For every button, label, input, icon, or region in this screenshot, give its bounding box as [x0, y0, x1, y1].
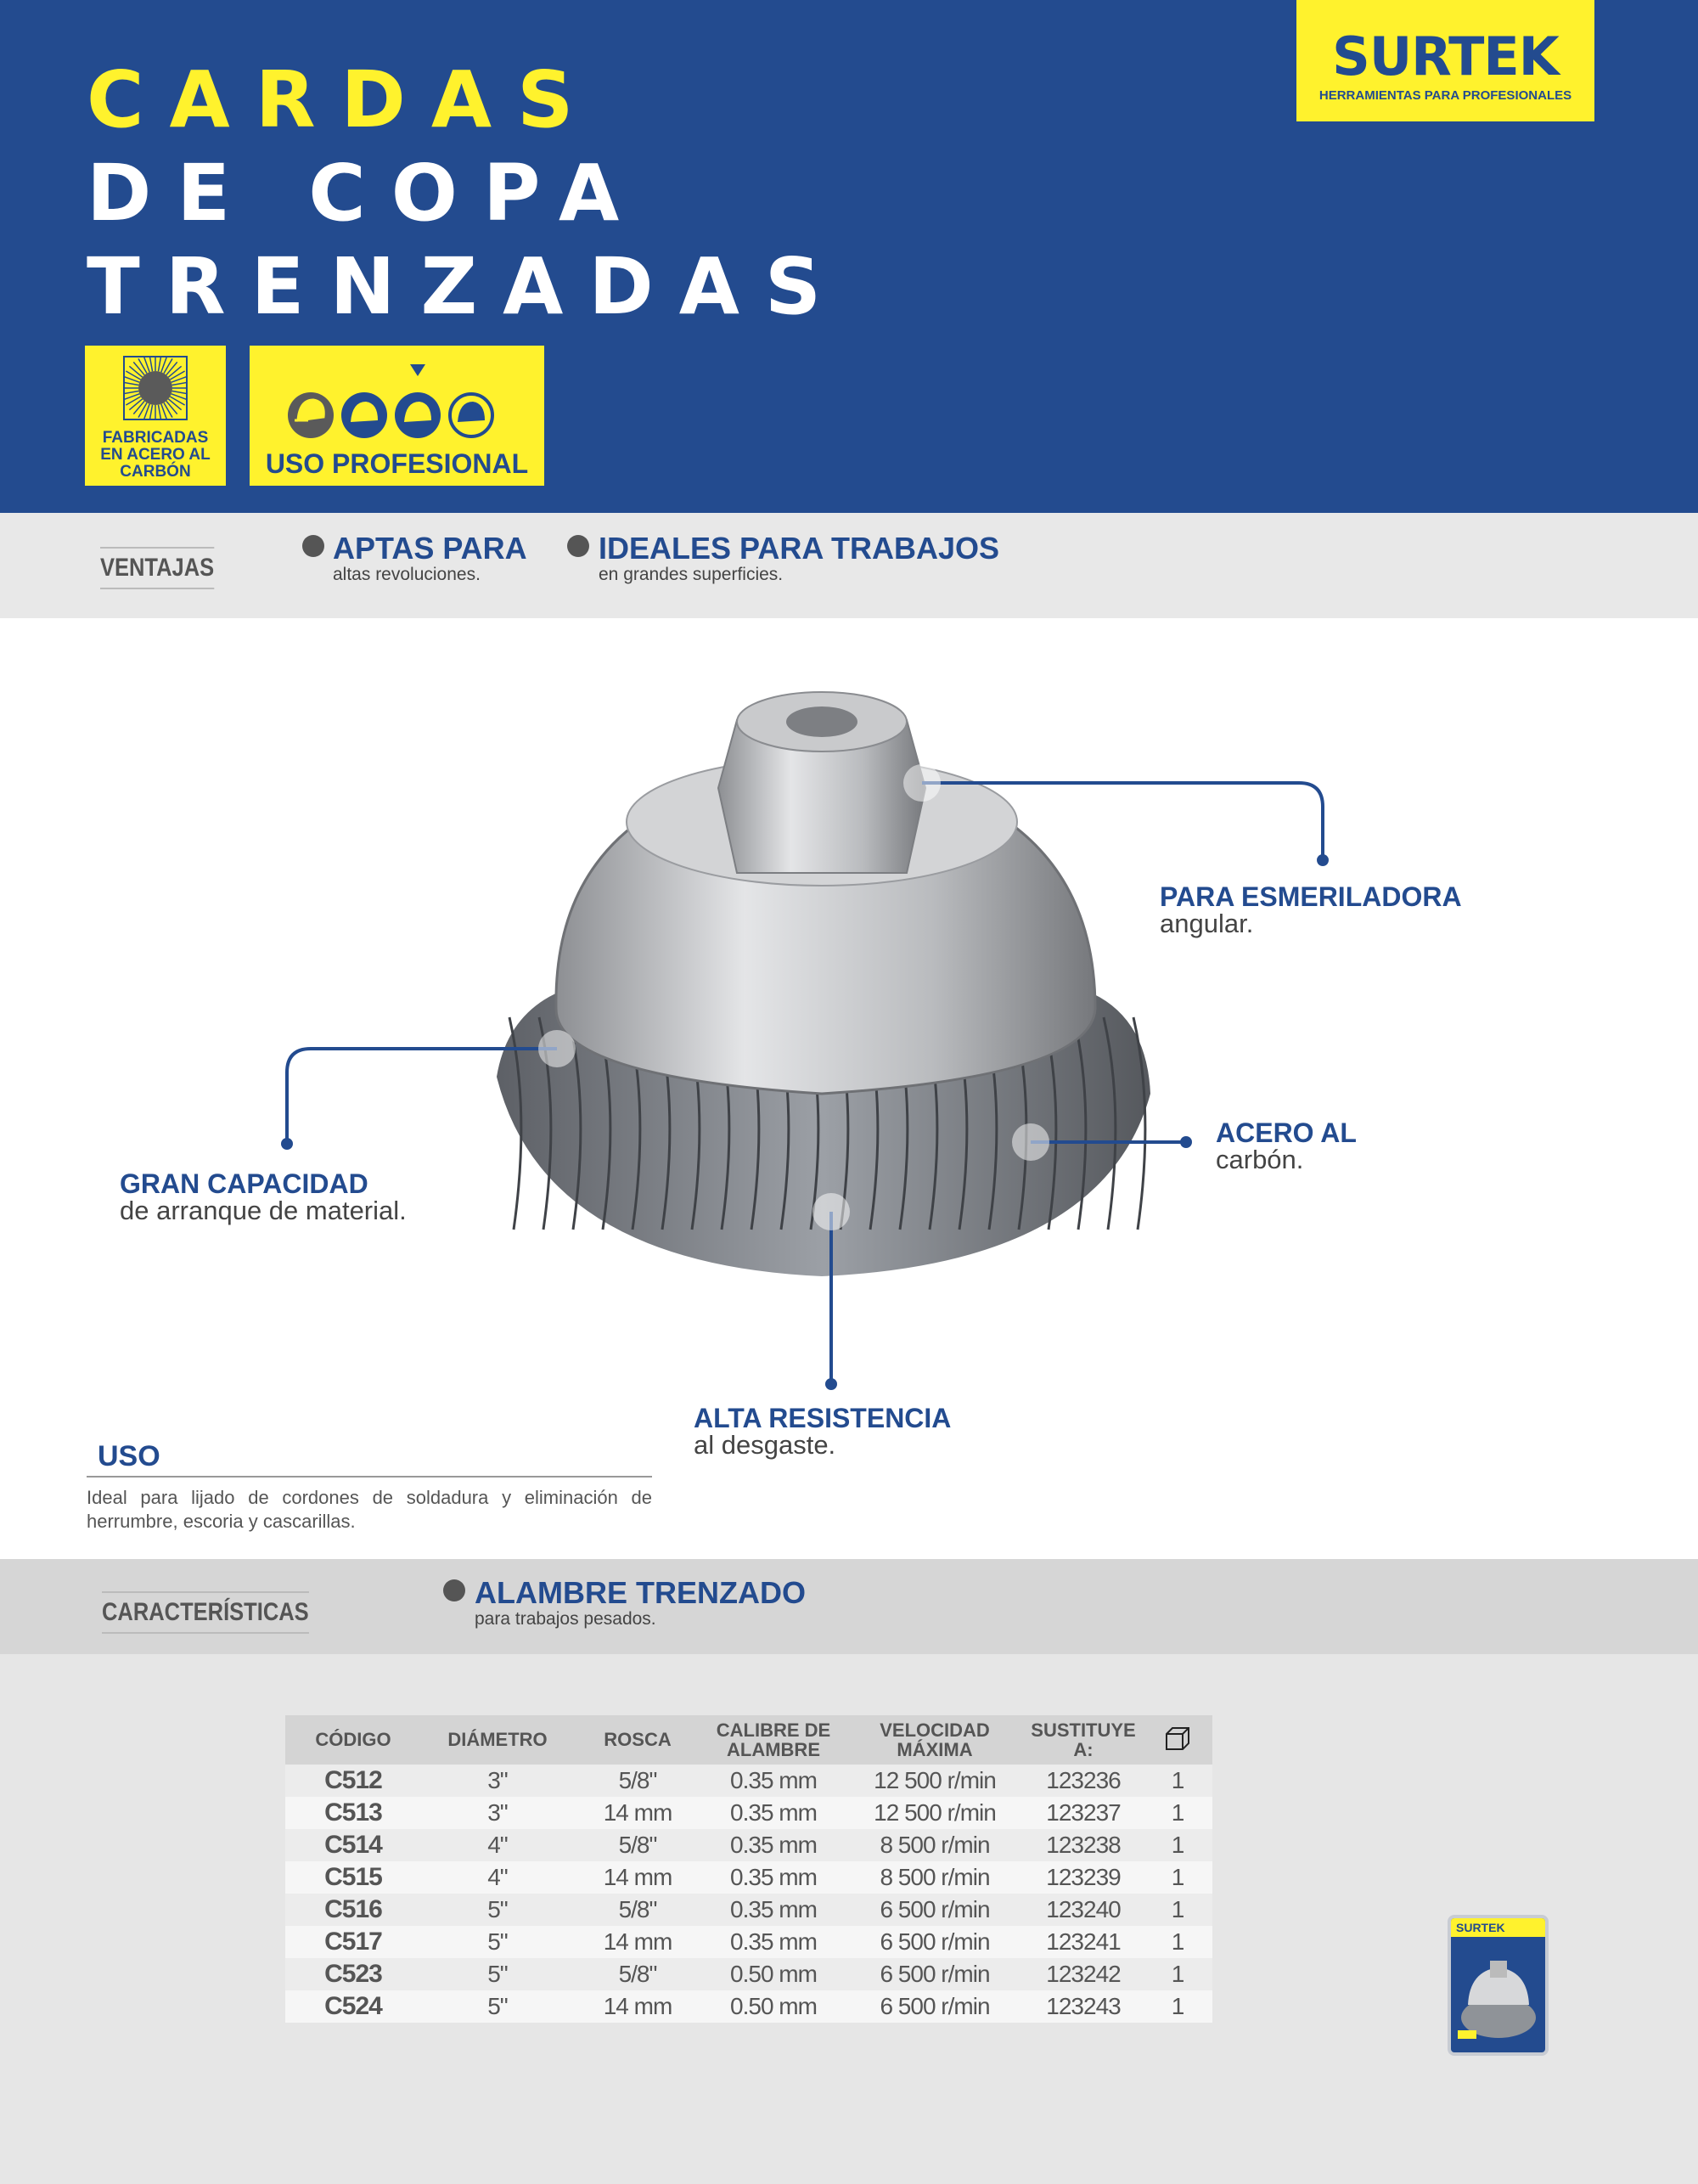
table-cell: 8 500 r/min: [846, 1829, 1024, 1861]
title-line-1: CARDAS: [87, 54, 599, 145]
badge-carbon-label: FABRICADAS EN ACERO AL CARBÓN: [100, 429, 211, 481]
bullet-icon: [443, 1579, 465, 1601]
callout-2-title: ACERO AL: [1216, 1117, 1357, 1148]
table-row: [285, 1861, 1212, 1894]
ventaja-2-title: IDEALES PARA TRABAJOS: [599, 531, 1000, 566]
table-cell: 0.35 mm: [701, 1861, 846, 1894]
table-cell: C515: [285, 1861, 421, 1894]
table-cell: 5/8": [574, 1894, 701, 1926]
table-cell: C524: [285, 1990, 421, 2023]
table-cell: 1: [1143, 1829, 1212, 1861]
table-cell: 123239: [1024, 1861, 1143, 1894]
package-image: [1448, 1915, 1549, 2056]
table-cell: C514: [285, 1829, 421, 1861]
table-row: [285, 1894, 1212, 1926]
title-line-3: TRENZADAS: [87, 241, 847, 332]
table-cell: 4": [421, 1829, 574, 1861]
callout-4-subtitle: al desgaste.: [694, 1430, 836, 1460]
table-cell: 123237: [1024, 1797, 1143, 1829]
bullet-icon: [302, 535, 324, 557]
table-cell: 5": [421, 1926, 574, 1958]
table-cell: 14 mm: [574, 1797, 701, 1829]
table-cell: 123240: [1024, 1894, 1143, 1926]
table-row: [285, 1958, 1212, 1990]
badge-professional-label: USO PROFESIONAL: [265, 448, 529, 479]
col-header: CÓDIGO: [285, 1715, 421, 1765]
table-cell: 6 500 r/min: [846, 1990, 1024, 2023]
table-cell: 0.35 mm: [701, 1797, 846, 1829]
table-cell: 5": [421, 1894, 574, 1926]
table-cell: 6 500 r/min: [846, 1926, 1024, 1958]
package-logo: SURTEK: [1451, 1918, 1545, 1937]
table-cell: C517: [285, 1926, 421, 1958]
table-cell: 1: [1143, 1894, 1212, 1926]
table-cell: 5/8": [574, 1829, 701, 1861]
callout-4-title: ALTA RESISTENCIA: [694, 1403, 952, 1433]
badge-carbon-steel: [85, 346, 226, 486]
carbon-steel-icon: [123, 356, 188, 420]
table-cell: 3": [421, 1765, 574, 1797]
table-cell: 0.35 mm: [701, 1894, 846, 1926]
surtek-logo: [1296, 0, 1594, 121]
table-cell: 123243: [1024, 1990, 1143, 2023]
callout-2-subtitle: carbón.: [1216, 1145, 1304, 1174]
callout-1-subtitle: angular.: [1160, 909, 1254, 938]
caracteristica-subtitle: para trabajos pesados.: [475, 1609, 656, 1629]
ventajas-section: [0, 513, 1698, 618]
table-cell: C516: [285, 1894, 421, 1926]
logo-brand: SURTEK: [1332, 25, 1559, 87]
table-cell: 14 mm: [574, 1926, 701, 1958]
professional-use-helmets-icon: [283, 364, 512, 441]
header-banner: [0, 0, 1698, 513]
table-row: [285, 1990, 1212, 2023]
table-cell: 1: [1143, 1926, 1212, 1958]
badge-professional-use: [250, 346, 544, 486]
col-header: VELOCIDAD MÁXIMA: [846, 1715, 1024, 1765]
col-header: CALIBRE DE ALAMBRE: [701, 1715, 846, 1765]
table-cell: 5/8": [574, 1765, 701, 1797]
table-cell: 3": [421, 1797, 574, 1829]
table-cell: 5": [421, 1990, 574, 2023]
table-cell: 4": [421, 1861, 574, 1894]
table-row: [285, 1829, 1212, 1861]
table-cell: 14 mm: [574, 1861, 701, 1894]
caracteristicas-label: CARACTERÍSTICAS: [102, 1591, 309, 1634]
table-cell: 14 mm: [574, 1990, 701, 2023]
caracteristica-title: ALAMBRE TRENZADO: [475, 1575, 806, 1610]
table-cell: 123238: [1024, 1829, 1143, 1861]
uso-text: Ideal para lijado de cordones de soldadura y eliminación de herrumbre, escoria y cascarillas.: [87, 1487, 652, 1532]
col-header: SUSTITUYE A:: [1024, 1715, 1143, 1765]
table-cell: C512: [285, 1765, 421, 1797]
uso-heading-wrap: [87, 1442, 652, 1478]
box-icon: [1164, 1725, 1191, 1752]
caracteristicas-section: [0, 1559, 1698, 1654]
ventajas-label: VENTAJAS: [100, 547, 214, 589]
table-cell: 1: [1143, 1861, 1212, 1894]
logo-tagline: HERRAMIENTAS PARA PROFESIONALES: [1318, 88, 1572, 103]
table-cell: 1: [1143, 1990, 1212, 2023]
uso-title: USO: [98, 1440, 160, 1472]
table-cell: 8 500 r/min: [846, 1861, 1024, 1894]
table-cell: 6 500 r/min: [846, 1958, 1024, 1990]
product-specs-table: [285, 1715, 1212, 2023]
ventaja-1-subtitle: altas revoluciones.: [333, 565, 481, 584]
table-row: [285, 1797, 1212, 1829]
table-row: [285, 1926, 1212, 1958]
col-header: DIÁMETRO: [421, 1715, 574, 1765]
table-cell: 5/8": [574, 1958, 701, 1990]
table-cell: 123241: [1024, 1926, 1143, 1958]
ventaja-1-title: APTAS PARA: [333, 531, 527, 566]
table-cell: 0.50 mm: [701, 1958, 846, 1990]
table-cell: 12 500 r/min: [846, 1765, 1024, 1797]
table-row: [285, 1765, 1212, 1797]
ventaja-2-subtitle: en grandes superficies.: [599, 565, 784, 584]
table-cell: 0.35 mm: [701, 1765, 846, 1797]
table-cell: 123236: [1024, 1765, 1143, 1797]
table-cell: 6 500 r/min: [846, 1894, 1024, 1926]
table-cell: 0.50 mm: [701, 1990, 846, 2023]
table-cell: C513: [285, 1797, 421, 1829]
table-cell: 12 500 r/min: [846, 1797, 1024, 1829]
table-cell: 1: [1143, 1958, 1212, 1990]
table-cell: 123242: [1024, 1958, 1143, 1990]
col-header: ROSCA: [574, 1715, 701, 1765]
callout-3-title: GRAN CAPACIDAD: [120, 1168, 368, 1199]
title-line-2: DE COPA: [87, 148, 645, 239]
product-section: [0, 618, 1698, 1559]
table-cell: 1: [1143, 1765, 1212, 1797]
table-header-row: [285, 1715, 1212, 1765]
col-header-pieces: [1143, 1715, 1212, 1765]
table-cell: 0.35 mm: [701, 1829, 846, 1861]
bullet-icon: [567, 535, 589, 557]
callout-3-subtitle: de arranque de material.: [120, 1196, 407, 1225]
table-cell: 0.35 mm: [701, 1926, 846, 1958]
table-cell: C523: [285, 1958, 421, 1990]
callout-1-title: PARA ESMERILADORA: [1160, 881, 1462, 912]
package-brush-icon: [1451, 1937, 1545, 2047]
table-cell: 1: [1143, 1797, 1212, 1829]
table-cell: 5": [421, 1958, 574, 1990]
